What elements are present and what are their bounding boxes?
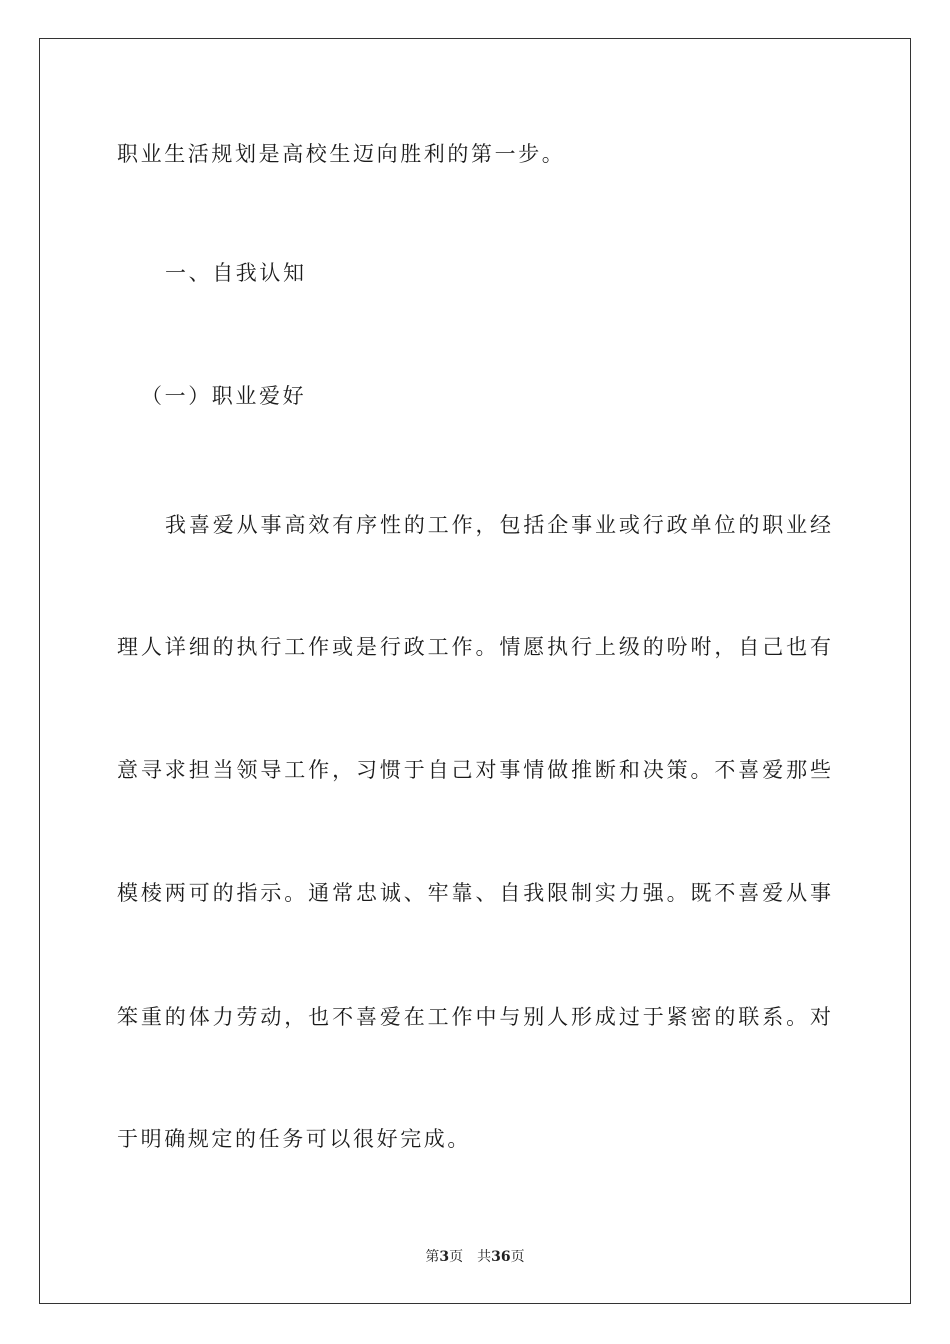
paragraph-line-1: 职业生活规划是高校生迈向胜利的第一步。 xyxy=(117,142,566,166)
paragraph-line-4: 意寻求担当领导工作，习惯于自己对事情做推断和决策。不喜爱那些 xyxy=(117,758,831,782)
footer-total-suffix: 页 xyxy=(510,1249,525,1265)
paragraph-line-5: 模棱两可的指示。通常忠诚、牢靠、自我限制实力强。既不喜爱从事 xyxy=(117,881,831,905)
page-border xyxy=(39,38,911,1304)
paragraph-line-6: 笨重的体力劳动，也不喜爱在工作中与别人形成过于紧密的联系。对 xyxy=(117,1005,831,1029)
page-footer xyxy=(0,1248,950,1266)
paragraph-line-3: 理人详细的执行工作或是行政工作。情愿执行上级的吩咐，自己也有 xyxy=(117,635,831,659)
footer-page-suffix: 页 xyxy=(449,1249,464,1265)
footer-total-pages: 36 xyxy=(491,1249,511,1265)
paragraph-line-2: 我喜爱从事高效有序性的工作，包括企事业或行政单位的职业经 xyxy=(165,513,831,537)
footer-page-number: 3 xyxy=(439,1249,450,1265)
paragraph-line-7: 于明确规定的任务可以很好完成。 xyxy=(117,1127,471,1151)
section-heading: 一、自我认知 xyxy=(165,261,307,285)
footer-total-prefix: 共 xyxy=(477,1249,492,1265)
subsection-heading: （一）职业爱好 xyxy=(141,384,307,408)
footer-prefix: 第 xyxy=(425,1249,440,1265)
